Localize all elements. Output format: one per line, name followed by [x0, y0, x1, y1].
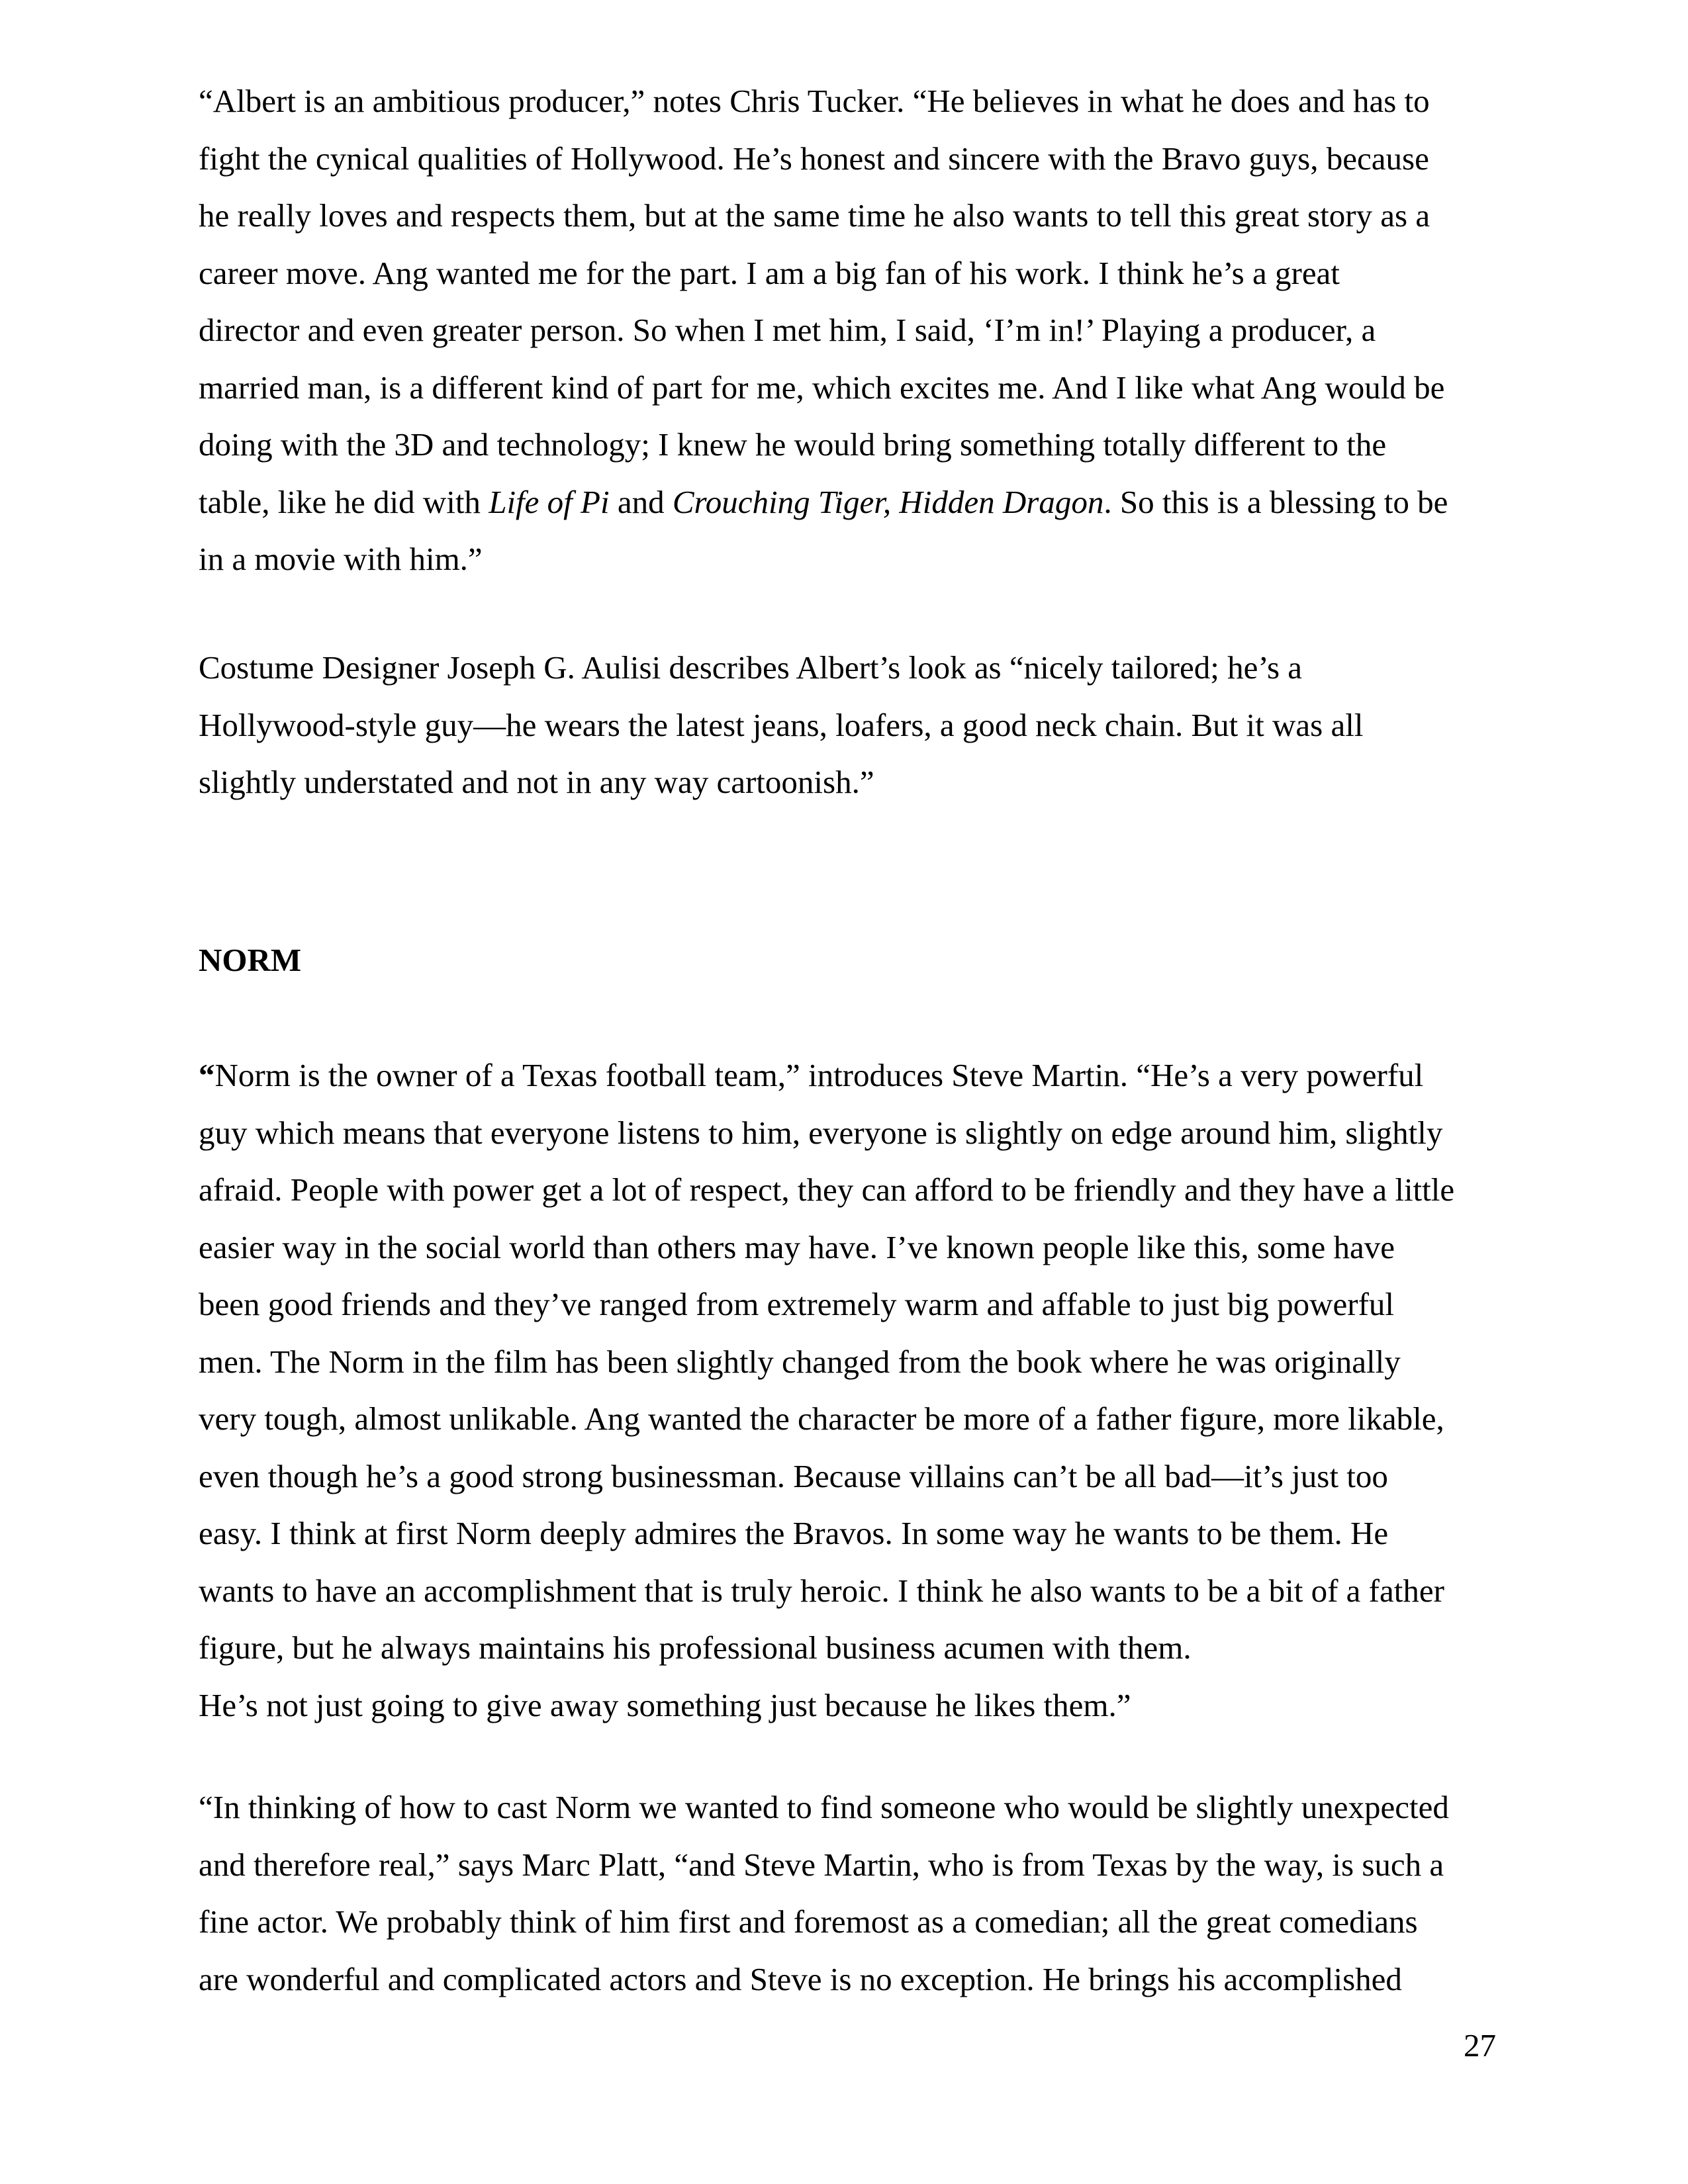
- text-line: afraid. People with power get a lot of respect, they can afford to be friendly and they have a little: [199, 1171, 1455, 1208]
- text-run: Norm is the owner of a Texas football team,” introduces Steve Martin. “He’s a very powerful: [214, 1057, 1424, 1093]
- text-line: “In thinking of how to cast Norm we wanted to find someone who would be slightly unexpected: [199, 1789, 1449, 1825]
- text-line: married man, is a different kind of part for me, which excites me. And I like what Ang would be: [199, 369, 1445, 406]
- text-line: wants to have an accomplishment that is truly heroic. I think he also wants to be a bit of a father: [199, 1572, 1444, 1609]
- text-line: fight the cynical qualities of Hollywood. He’s honest and sincere with the Bravo guys, because: [199, 140, 1429, 177]
- paragraph-costume-designer: [199, 639, 1496, 811]
- text-run: . So this is a blessing to be: [1103, 483, 1448, 520]
- text-line: in a movie with him.”: [199, 541, 483, 577]
- text-line: easy. I think at first Norm deeply admires the Bravos. In some way he wants to be them. He: [199, 1515, 1389, 1551]
- bold-open-quote: “: [199, 1057, 215, 1093]
- text-line: “Albert is an ambitious producer,” notes Chris Tucker. “He believes in what he does and has to: [199, 83, 1430, 119]
- text-line: are wonderful and complicated actors and Steve is no exception. He brings his accomplished: [199, 1960, 1402, 1997]
- text-line: he really loves and respects them, but at the same time he also wants to tell this great story as a: [199, 197, 1430, 234]
- text-line: He’s not just going to give away something just because he likes them.”: [199, 1686, 1131, 1723]
- text-line-with-titles: [199, 474, 1496, 531]
- text-line: and therefore real,” says Marc Platt, “and Steve Martin, who is from Texas by the way, is such a: [199, 1846, 1444, 1883]
- text-line: been good friends and they’ve ranged from extremely warm and affable to just big powerful: [199, 1286, 1395, 1322]
- paragraph-albert-quote: [199, 73, 1496, 588]
- film-title-crouching-tiger: Crouching Tiger, Hidden Dragon: [672, 483, 1104, 520]
- text-line: easier way in the social world than others may have. I’ve known people like this, some have: [199, 1228, 1395, 1265]
- text-line: career move. Ang wanted me for the part. I am a big fan of his work. I think he’s a great: [199, 254, 1340, 291]
- paragraph-norm-quote: [199, 1047, 1496, 1734]
- text-line: guy which means that everyone listens to him, everyone is slightly on edge around him, slightly: [199, 1114, 1443, 1151]
- text-line: slightly understated and not in any way cartoonish.”: [199, 764, 874, 800]
- text-run: table, like he did with: [199, 483, 489, 520]
- text-line: figure, but he always maintains his professional business acumen with them.: [199, 1629, 1192, 1666]
- text-line: even though he’s a good strong businessman. Because villains can’t be all bad—it’s just too: [199, 1457, 1388, 1494]
- page-number: 27: [1464, 2027, 1496, 2064]
- paragraph-marc-platt-quote: [199, 1779, 1496, 2008]
- text-line: [199, 1047, 1496, 1105]
- text-line: doing with the 3D and technology; I knew he would bring something totally different to the: [199, 426, 1387, 463]
- film-title-life-of-pi: Life of Pi: [489, 483, 610, 520]
- text-line: Costume Designer Joseph G. Aulisi describes Albert’s look as “nicely tailored; he’s a: [199, 649, 1303, 686]
- text-line: Hollywood-style guy—he wears the latest jeans, loafers, a good neck chain. But it was all: [199, 706, 1364, 743]
- section-heading-norm: NORM: [199, 942, 302, 978]
- text-line: director and even greater person. So when I met him, I said, ‘I’m in!’ Playing a producer, a: [199, 312, 1376, 348]
- text-line: very tough, almost unlikable. Ang wanted the character be more of a father figure, more likable,: [199, 1400, 1444, 1437]
- text-run: and: [609, 483, 673, 520]
- text-line: fine actor. We probably think of him first and foremost as a comedian; all the great comedians: [199, 1903, 1418, 1940]
- text-line: men. The Norm in the film has been slightly changed from the book where he was originally: [199, 1343, 1401, 1380]
